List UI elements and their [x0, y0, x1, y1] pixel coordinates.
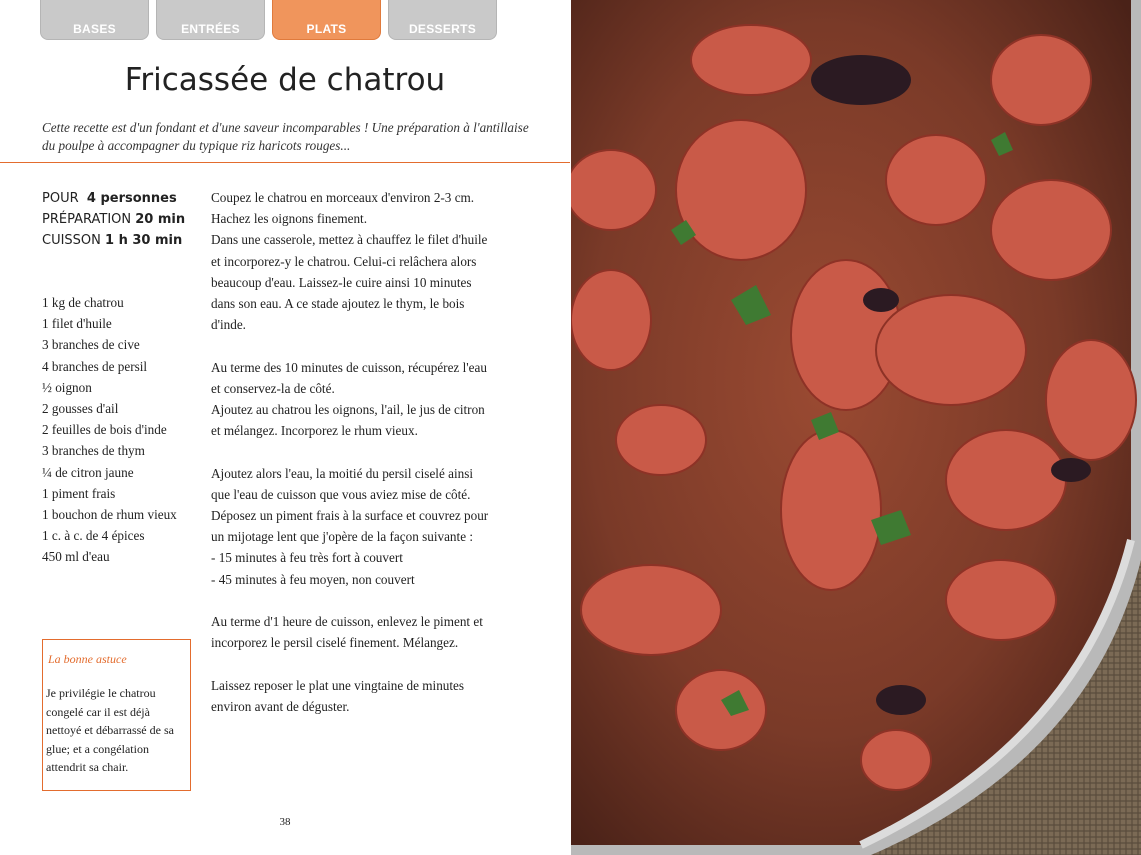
instruction-paragraph — [211, 187, 521, 335]
instruction-line: d'inde. — [211, 317, 246, 333]
ingredient-item: 2 feuilles de bois d'inde — [42, 422, 167, 438]
ingredient-item: 4 branches de persil — [42, 358, 148, 374]
ingredient-item: 3 branches de cive — [42, 337, 140, 353]
cook-line — [42, 230, 185, 251]
instruction-paragraph — [211, 463, 521, 590]
ingredient-item: 2 gousses d'ail — [42, 401, 119, 417]
instruction-line: incorporez le persil ciselé finement. Mélangez. — [211, 635, 459, 651]
cook-value: 1 h 30 min — [105, 233, 183, 248]
ingredient-item: ½ oignon — [42, 379, 92, 395]
instruction-line: Ajoutez au chatrou les oignons, l'ail, le jus de citron — [211, 402, 485, 418]
cook-label: CUISSON — [42, 233, 101, 248]
instruction-line: - 15 minutes à feu très fort à couvert — [211, 550, 403, 566]
prep-label: PRÉPARATION — [42, 212, 132, 227]
ingredient-item: 1 filet d'huile — [42, 316, 112, 332]
prep-line — [42, 209, 185, 230]
ingredient-item: 1 bouchon de rhum vieux — [42, 507, 177, 523]
ingredient-list — [42, 292, 177, 568]
ingredient-item: 450 ml d'eau — [42, 549, 110, 565]
ingredient-item: 1 kg de chatrou — [42, 295, 124, 310]
dish-photo — [571, 0, 1141, 855]
instruction-line: et mélangez. Incorporez le rhum vieux. — [211, 423, 418, 439]
ingredient-item: 3 branches de thym — [42, 443, 145, 459]
instruction-paragraph — [211, 675, 521, 717]
instruction-line: Coupez le chatrou en morceaux d'environ 2-3 cm. — [211, 190, 475, 205]
instruction-line: Hachez les oignons finement. — [211, 211, 368, 227]
octopus-fricassee-image — [571, 0, 1141, 855]
instruction-line: et incorporez-y le chatrou. Celui-ci relâchera alors — [211, 253, 477, 269]
ingredient-item: ¼ de citron jaune — [42, 464, 134, 480]
instruction-line: Déposez un piment frais à la surface et couvrez pour — [211, 508, 489, 524]
page-number: 38 — [279, 816, 291, 828]
tab-desserts[interactable]: DESSERTS — [388, 0, 497, 40]
instruction-line: environ avant de déguster. — [211, 698, 350, 714]
recipe-meta — [42, 188, 185, 251]
recipe-instructions — [211, 187, 521, 738]
instruction-line: Dans une casserole, mettez à chauffez le filet d'huile — [211, 232, 488, 248]
tip-text: Je privilégie le chatrou congelé car il est déjà nettoyé et débarrassé de sa glue; et a congélation attendrit sa chair. — [46, 686, 174, 775]
recipe-title: Fricassée de chatrou — [124, 62, 446, 98]
instruction-line: Au terme des 10 minutes de cuisson, récupérez l'eau — [211, 359, 487, 375]
instruction-line: Au terme d'1 heure de cuisson, enlevez le piment et — [211, 614, 483, 630]
instruction-line: - 45 minutes à feu moyen, non couvert — [211, 571, 415, 587]
instruction-line: un mijotage lent que j'opère de la façon suivante : — [211, 529, 474, 545]
instruction-line: Ajoutez alors l'eau, la moitié du persil ciselé ainsi — [211, 465, 474, 481]
divider — [0, 162, 570, 163]
servings-line — [42, 188, 185, 209]
tab-entrees[interactable]: ENTRÉES — [156, 0, 265, 40]
prep-value: 20 min — [135, 212, 186, 227]
tab-plats[interactable]: PLATS — [272, 0, 381, 40]
ingredient-item: 1 piment frais — [42, 485, 116, 501]
servings-label: POUR — [42, 191, 79, 206]
instruction-paragraph — [211, 611, 521, 653]
instruction-line: et conservez-la de côté. — [211, 380, 335, 396]
ingredient-item: 1 c. à c. de 4 épices — [42, 528, 145, 544]
recipe-page — [0, 0, 570, 855]
instruction-paragraph — [211, 357, 521, 442]
instruction-line: dans son eau. A ce stade ajoutez le thym, le bois — [211, 296, 465, 312]
instruction-line: beaucoup d'eau. Laissez-le cuire ainsi 10 minutes — [211, 274, 472, 290]
servings-value: 4 personnes — [86, 191, 177, 206]
tip-box — [42, 639, 191, 791]
tip-title: La bonne astuce — [48, 652, 127, 666]
recipe-intro: Cette recette est d'un fondant et d'une saveur incomparables ! Une préparation à l'antillaise du poulpe à accompagner du typique riz haricots rouges... — [42, 120, 529, 153]
instruction-line: Laissez reposer le plat une vingtaine de minutes — [211, 677, 465, 693]
tab-bases[interactable]: BASES — [40, 0, 149, 40]
instruction-line: que l'eau de cuisson que vous aviez mise de côté. — [211, 486, 471, 502]
